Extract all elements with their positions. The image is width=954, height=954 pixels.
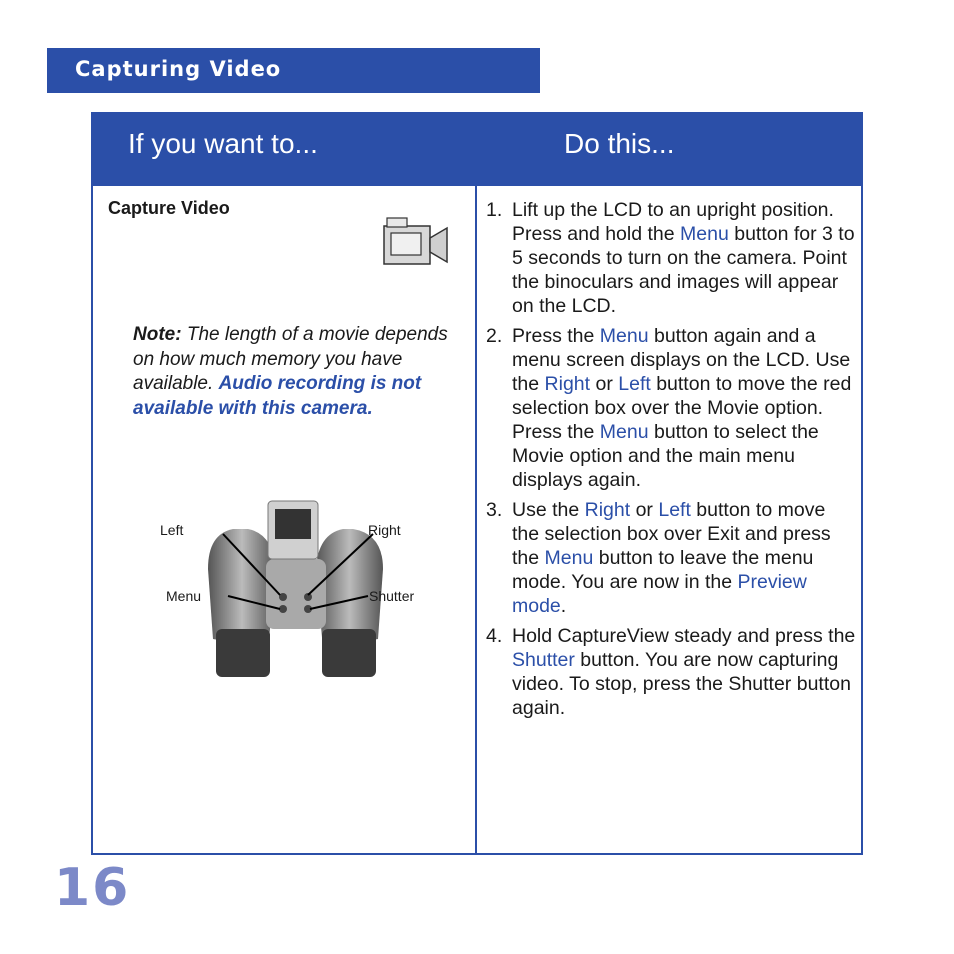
step-keyword: Menu <box>599 421 649 443</box>
step-text: button to leave the menu mode. You are now in the <box>512 547 814 593</box>
step-number: 4. <box>486 625 503 647</box>
header-right-label: Do this... <box>564 128 675 159</box>
label-right: Right <box>368 522 401 538</box>
step-item <box>486 198 856 318</box>
step-text: button again and a menu screen displays on the LCD. Use the <box>512 325 851 395</box>
note-paragraph <box>133 323 453 421</box>
step-text: Lift up the LCD to an upright position. Press and hold the <box>512 199 834 245</box>
step-text: or <box>590 373 619 395</box>
label-shutter: Shutter <box>369 588 415 604</box>
note-highlight: Audio recording is not available with this camera. <box>133 373 422 419</box>
step-text: Press the <box>512 325 600 347</box>
step-item <box>486 498 856 618</box>
step-keyword: Right <box>584 499 631 521</box>
header-right <box>477 114 861 186</box>
step-text: Hold CaptureView steady and press the <box>512 625 856 647</box>
step-item <box>486 324 856 492</box>
step-keyword: Menu <box>680 223 729 245</box>
step-keyword: Menu <box>544 547 594 569</box>
column-divider <box>475 114 477 853</box>
step-text: . <box>560 595 567 617</box>
steps-list <box>486 198 856 726</box>
step-text: button to move the red selection box over the Movie option. Press the <box>512 373 852 443</box>
step-keyword: Left <box>658 499 691 521</box>
step-text: button. You are now capturing video. To stop, press the Shutter button again. <box>512 649 851 719</box>
section-title: Capturing Video <box>75 57 282 81</box>
header-left-label: If you want to... <box>128 128 318 159</box>
step-keyword: Left <box>618 373 651 395</box>
step-keyword: Preview mode <box>512 571 807 617</box>
step-number: 1. <box>486 199 503 221</box>
step-number: 3. <box>486 499 503 521</box>
step-text: Use the <box>512 499 585 521</box>
header-left <box>93 114 475 186</box>
label-menu: Menu <box>166 588 202 604</box>
binoculars-diagram <box>148 489 458 689</box>
step-text: or <box>630 499 659 521</box>
step-text: button to move the selection box over Exit and press the <box>512 499 831 569</box>
step-number: 2. <box>486 325 503 347</box>
instruction-table <box>91 112 863 855</box>
label-left: Left <box>160 522 184 538</box>
step-text: button to select the Movie option and the main menu displays again. <box>512 421 819 491</box>
section-header-bar <box>47 48 540 93</box>
step-text: button for 3 to 5 seconds to turn on the camera. Point the binoculars and images will appear on the LCD. <box>512 223 855 317</box>
note-text: The length of a movie depends on how much memory you have available. <box>133 324 448 394</box>
task-title: Capture Video <box>108 198 230 218</box>
video-camera-icon <box>383 216 449 266</box>
step-item <box>486 624 856 720</box>
page-number: 16 <box>54 858 131 918</box>
note-label: Note: <box>133 324 182 345</box>
step-keyword: Shutter <box>512 649 575 671</box>
step-keyword: Menu <box>599 325 649 347</box>
step-keyword: Right <box>544 373 591 395</box>
